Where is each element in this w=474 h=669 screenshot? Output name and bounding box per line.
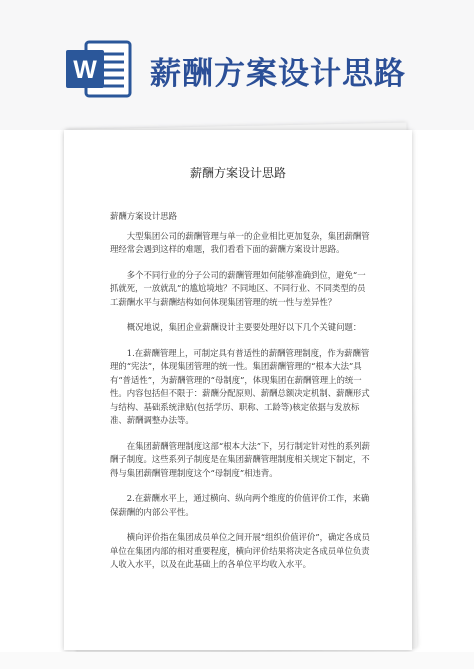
paragraph: 概况地说，集团企业薪酬设计主要要处理好以下几个关键问题：: [126, 322, 362, 332]
document-page: [64, 130, 412, 650]
document-subtitle: 薪酬方案设计思路: [110, 211, 177, 221]
paragraph: 大型集团公司的薪酬管理与单一的企业相比更加复杂，集团薪酬管理经常会遇到这样的难题，我们看看下面的薪酬方案设计思路。: [110, 230, 370, 254]
paragraph: 多个不同行业的分子公司的薪酬管理如何能够准确到位，避免“一抓就死，一放就乱”的尴尬境地？不同地区、不同行业、不同类型的员工薪酬水平与薪酬结构如何体现集团管理的统一性与差异性？: [110, 269, 366, 307]
banner: [0, 0, 474, 130]
logo-letter: W: [73, 56, 97, 84]
paragraph: 1.在薪酬管理上，可制定具有普适性的薪酬管理制度，作为薪酬管理的“宪法”，体现集团管理的统一性。集团薪酬管理的“根本大法”具有“普适性”，为薪酬管理的“母制度”，体现集团在薪酬管理上的统一性。内容包括但不限于：薪酬分配原则、薪酬总额决定机制、薪酬形式与结构、基础系统津贴(包括学历、职称、工龄等)核定依据与发放标准、薪酬调整办法等。: [110, 347, 370, 425]
document-body: [110, 210, 372, 584]
document-title: 薪酬方案设计思路: [189, 166, 286, 180]
paragraph: 2.在薪酬水平上，通过横向、纵向两个维度的价值评价工作，来确保薪酬的内部公平性。: [110, 493, 370, 517]
banner-title: 薪酬方案设计思路: [150, 56, 406, 92]
paragraph: 在集团薪酬管理制度这部“根本大法”下，另行制定针对性的系列薪酬子制度。这些系列子制度是在集团薪酬管理制度相关规定下制定，不得与集团薪酬管理制度这个“母制度”相违背。: [110, 440, 370, 478]
word-document-icon: [64, 38, 134, 100]
paragraph: 横向评价指在集团成员单位之间开展“组织价值评价”，确定各成员单位在集团内部的相对重要程度，横向评价结果将决定各成员单位负责人收入水平，以及在此基础上的各单位平均收入水平。: [110, 532, 370, 569]
footer-band: [0, 652, 474, 669]
